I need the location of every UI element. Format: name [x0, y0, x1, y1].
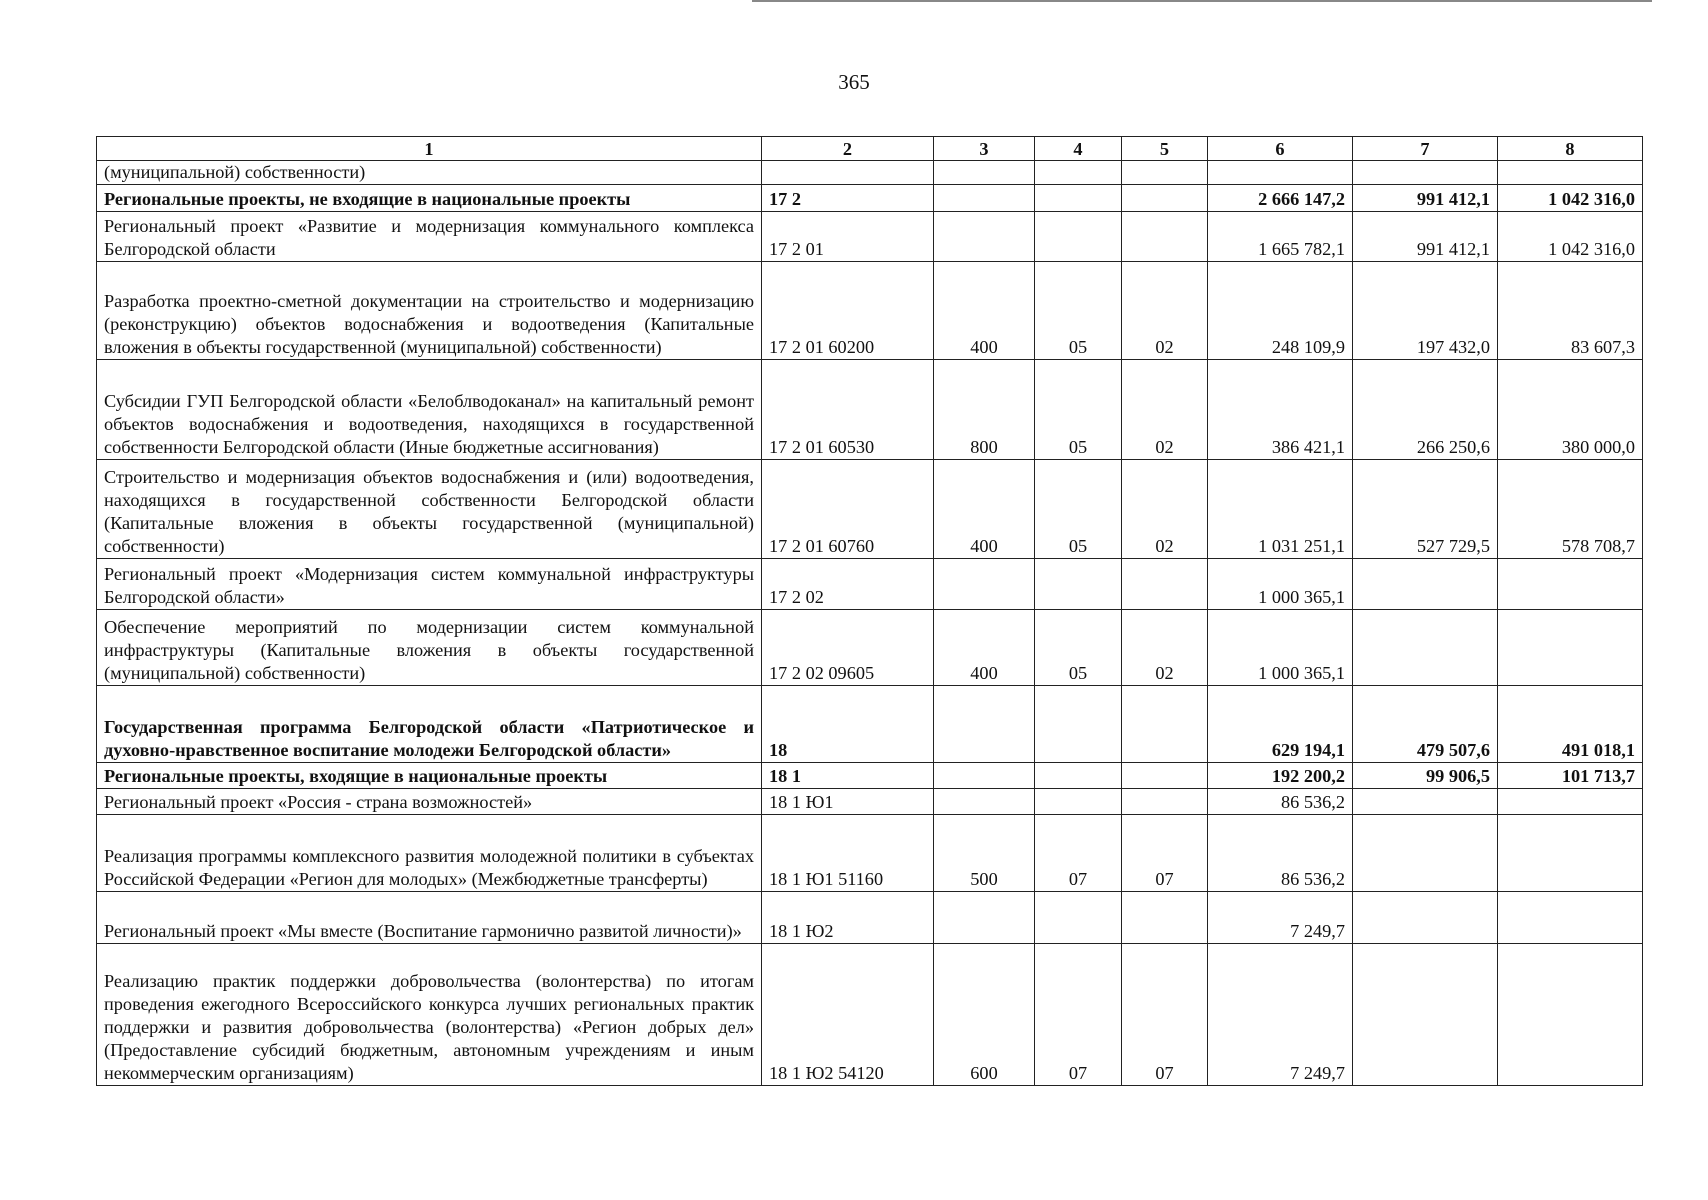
cell-section — [1035, 892, 1122, 944]
table-row — [97, 185, 1643, 212]
cell-amount-7: 527 729,5 — [1353, 460, 1498, 559]
cell-code: 18 1 Ю2 54120 — [762, 944, 934, 1086]
row-description: Обеспечение мероприятий по модернизации систем коммунальной инфраструктуры (Капитальные вложения в объекты государственной (муниципальной) собственности) — [97, 610, 762, 686]
cell-expense-type: 400 — [934, 460, 1035, 559]
cell-amount-7: 991 412,1 — [1353, 185, 1498, 212]
cell-section: 07 — [1035, 944, 1122, 1086]
cell-section — [1035, 212, 1122, 262]
table-row — [97, 262, 1643, 360]
cell-expense-type: 500 — [934, 815, 1035, 892]
cell-section: 05 — [1035, 460, 1122, 559]
cell-amount-6: 7 249,7 — [1208, 944, 1353, 1086]
cell-subsection — [1122, 789, 1208, 815]
page-number: 365 — [838, 70, 870, 94]
cell-expense-type — [934, 559, 1035, 610]
cell-amount-8 — [1498, 161, 1643, 185]
table-row — [97, 686, 1643, 763]
cell-amount-7 — [1353, 559, 1498, 610]
cell-code: 17 2 02 — [762, 559, 934, 610]
cell-amount-7: 99 906,5 — [1353, 763, 1498, 789]
cell-amount-8: 491 018,1 — [1498, 686, 1643, 763]
cell-amount-7 — [1353, 789, 1498, 815]
row-description: Государственная программа Белгородской области «Патриотическое и духовно-нравственное воспитание молодежи Белгородской области» — [97, 686, 762, 763]
cell-expense-type: 400 — [934, 610, 1035, 686]
header-cell: 3 — [934, 137, 1035, 161]
cell-subsection — [1122, 212, 1208, 262]
cell-code: 18 1 Ю2 — [762, 892, 934, 944]
table-row — [97, 559, 1643, 610]
cell-amount-7 — [1353, 610, 1498, 686]
cell-subsection: 07 — [1122, 815, 1208, 892]
cell-amount-8 — [1498, 610, 1643, 686]
cell-section: 05 — [1035, 262, 1122, 360]
cell-section: 05 — [1035, 360, 1122, 460]
row-description: Реализация программы комплексного развития молодежной политики в субъектах Российской Федерации «Регион для молодых» (Межбюджетные трансферты) — [97, 815, 762, 892]
cell-amount-8: 1 042 316,0 — [1498, 185, 1643, 212]
cell-section — [1035, 559, 1122, 610]
cell-amount-6: 629 194,1 — [1208, 686, 1353, 763]
cell-amount-6: 1 000 365,1 — [1208, 610, 1353, 686]
table-row — [97, 212, 1643, 262]
cell-code: 17 2 02 09605 — [762, 610, 934, 686]
cell-amount-8 — [1498, 559, 1643, 610]
header-row — [97, 137, 1643, 161]
cell-amount-8: 101 713,7 — [1498, 763, 1643, 789]
cell-amount-6: 86 536,2 — [1208, 815, 1353, 892]
cell-subsection: 02 — [1122, 610, 1208, 686]
cell-amount-6 — [1208, 161, 1353, 185]
cell-subsection: 02 — [1122, 262, 1208, 360]
cell-amount-8: 578 708,7 — [1498, 460, 1643, 559]
header-cell: 8 — [1498, 137, 1643, 161]
table-row — [97, 789, 1643, 815]
row-description: Субсидии ГУП Белгородской области «Белоблводоканал» на капитальный ремонт объектов водоснабжения и водоотведения, находящихся в государственной собственности Белгородской области (Иные бюджетные ассигнования) — [97, 360, 762, 460]
cell-subsection — [1122, 892, 1208, 944]
budget-table — [96, 136, 1643, 1086]
table-row — [97, 460, 1643, 559]
cell-amount-7: 991 412,1 — [1353, 212, 1498, 262]
row-description: Региональный проект «Мы вместе (Воспитание гармонично развитой личности)» — [97, 892, 762, 944]
cell-expense-type — [934, 789, 1035, 815]
cell-amount-8 — [1498, 789, 1643, 815]
cell-expense-type — [934, 686, 1035, 763]
cell-amount-7 — [1353, 161, 1498, 185]
cell-amount-7: 266 250,6 — [1353, 360, 1498, 460]
cell-amount-7 — [1353, 892, 1498, 944]
header-cell: 7 — [1353, 137, 1498, 161]
cell-amount-6: 2 666 147,2 — [1208, 185, 1353, 212]
header-cell: 1 — [97, 137, 762, 161]
cell-code: 17 2 01 — [762, 212, 934, 262]
cell-section — [1035, 789, 1122, 815]
cell-expense-type — [934, 185, 1035, 212]
cell-amount-8 — [1498, 815, 1643, 892]
row-description: Региональный проект «Модернизация систем коммунальной инфраструктуры Белгородской области» — [97, 559, 762, 610]
top-rule — [752, 0, 1652, 2]
cell-amount-8: 380 000,0 — [1498, 360, 1643, 460]
cell-code: 18 — [762, 686, 934, 763]
cell-subsection — [1122, 686, 1208, 763]
cell-expense-type: 600 — [934, 944, 1035, 1086]
cell-amount-6: 86 536,2 — [1208, 789, 1353, 815]
cell-expense-type: 800 — [934, 360, 1035, 460]
header-cell: 4 — [1035, 137, 1122, 161]
cell-amount-6: 248 109,9 — [1208, 262, 1353, 360]
cell-amount-7: 197 432,0 — [1353, 262, 1498, 360]
cell-section — [1035, 161, 1122, 185]
cell-section: 05 — [1035, 610, 1122, 686]
row-description: (муниципальной) собственности) — [97, 161, 762, 185]
table-row — [97, 763, 1643, 789]
cell-code: 18 1 Ю1 — [762, 789, 934, 815]
cell-amount-8: 1 042 316,0 — [1498, 212, 1643, 262]
row-description: Реализацию практик поддержки добровольчества (волонтерства) по итогам проведения ежегодного Всероссийского конкурса лучших региональных практик поддержки и развития добровольчества (волонтерства) «Регион добрых дел» (Предоставление субсидий бюджетным, автономным учреждениям и иным некоммерческим организациям) — [97, 944, 762, 1086]
cell-subsection: 07 — [1122, 944, 1208, 1086]
header-cell: 6 — [1208, 137, 1353, 161]
cell-amount-7 — [1353, 944, 1498, 1086]
cell-amount-7: 479 507,6 — [1353, 686, 1498, 763]
cell-amount-6: 1 031 251,1 — [1208, 460, 1353, 559]
header-cell: 2 — [762, 137, 934, 161]
table-row — [97, 815, 1643, 892]
cell-amount-8 — [1498, 944, 1643, 1086]
cell-amount-6: 1 665 782,1 — [1208, 212, 1353, 262]
cell-subsection — [1122, 763, 1208, 789]
cell-amount-6: 192 200,2 — [1208, 763, 1353, 789]
cell-amount-6: 386 421,1 — [1208, 360, 1353, 460]
table-row — [97, 161, 1643, 185]
cell-amount-6: 7 249,7 — [1208, 892, 1353, 944]
cell-subsection — [1122, 185, 1208, 212]
table-row — [97, 360, 1643, 460]
row-description: Региональный проект «Развитие и модернизация коммунального комплекса Белгородской области — [97, 212, 762, 262]
table-row — [97, 944, 1643, 1086]
cell-code: 17 2 — [762, 185, 934, 212]
cell-subsection — [1122, 559, 1208, 610]
cell-amount-8 — [1498, 892, 1643, 944]
cell-subsection: 02 — [1122, 360, 1208, 460]
cell-code: 17 2 01 60760 — [762, 460, 934, 559]
row-description: Строительство и модернизация объектов водоснабжения и (или) водоотведения, находящихся в государственной собственности Белгородской области (Капитальные вложения в объекты государственной (муниципальной) собственности) — [97, 460, 762, 559]
cell-code: 18 1 Ю1 51160 — [762, 815, 934, 892]
cell-amount-8: 83 607,3 — [1498, 262, 1643, 360]
cell-amount-6: 1 000 365,1 — [1208, 559, 1353, 610]
cell-section — [1035, 185, 1122, 212]
table-row — [97, 610, 1643, 686]
cell-expense-type — [934, 161, 1035, 185]
cell-expense-type — [934, 892, 1035, 944]
cell-section — [1035, 763, 1122, 789]
cell-amount-7 — [1353, 815, 1498, 892]
cell-subsection: 02 — [1122, 460, 1208, 559]
cell-expense-type: 400 — [934, 262, 1035, 360]
cell-code: 17 2 01 60200 — [762, 262, 934, 360]
cell-code: 17 2 01 60530 — [762, 360, 934, 460]
cell-code — [762, 161, 934, 185]
cell-section — [1035, 686, 1122, 763]
cell-section: 07 — [1035, 815, 1122, 892]
row-description: Региональные проекты, входящие в национальные проекты — [97, 763, 762, 789]
cell-expense-type — [934, 212, 1035, 262]
table-row — [97, 892, 1643, 944]
row-description: Региональные проекты, не входящие в национальные проекты — [97, 185, 762, 212]
cell-subsection — [1122, 161, 1208, 185]
cell-expense-type — [934, 763, 1035, 789]
header-cell: 5 — [1122, 137, 1208, 161]
cell-code: 18 1 — [762, 763, 934, 789]
row-description: Разработка проектно-сметной документации на строительство и модернизацию (реконструкцию) объектов водоснабжения и водоотведения (Капитальные вложения в объекты государственной (муниципальной) собственности) — [97, 262, 762, 360]
row-description: Региональный проект «Россия - страна возможностей» — [97, 789, 762, 815]
